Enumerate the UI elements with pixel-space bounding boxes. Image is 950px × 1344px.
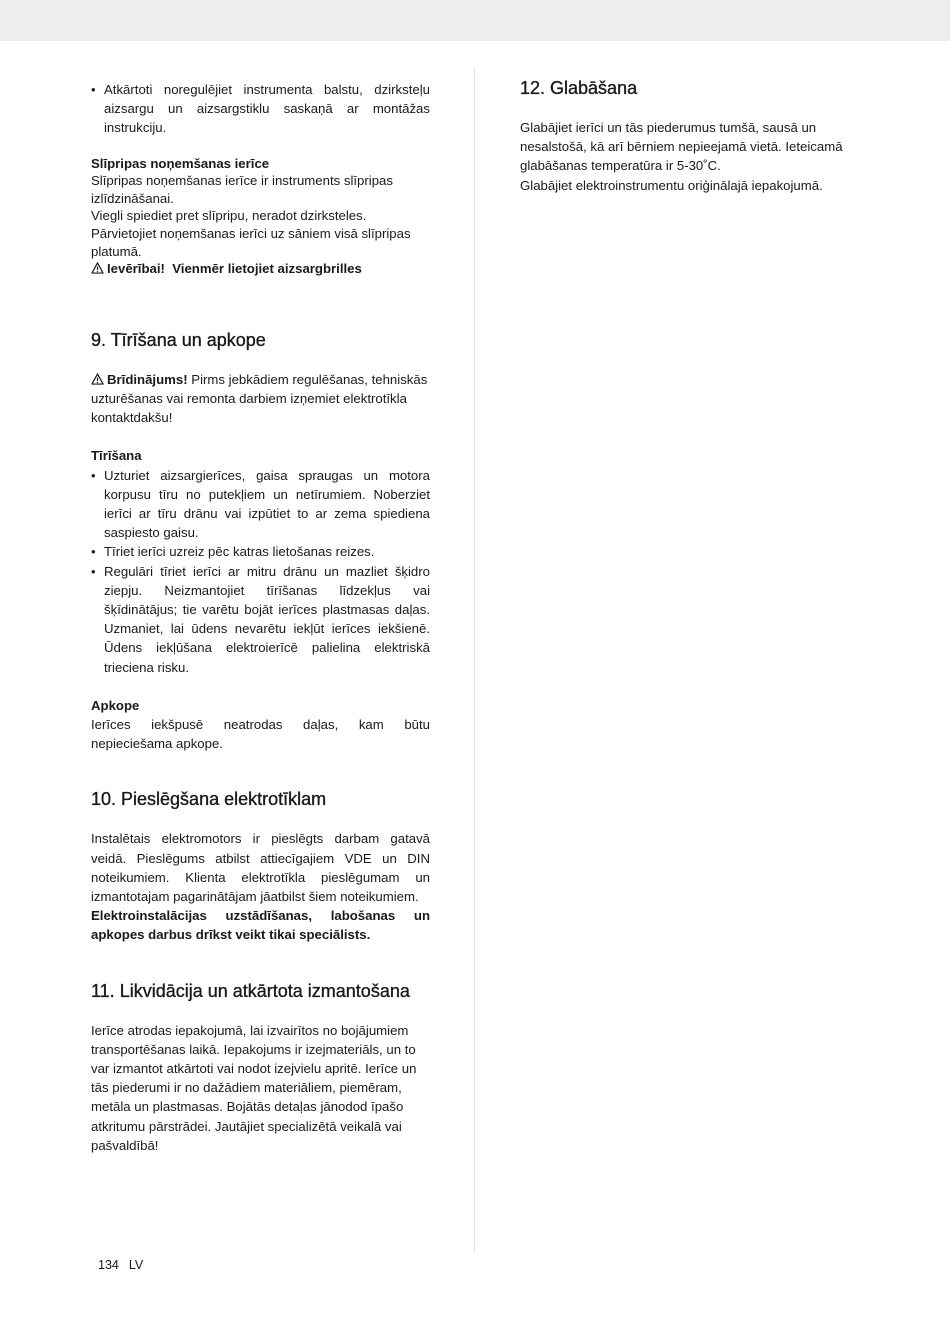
list-item: • Uzturiet aizsargierīces, gaisa spraugas un motora korpusu tīru no putekļiem un netīrumiem. Noberziet ierīci ar tīru drānu vai izpūtiet to ar zema spiediena saspiesto gaisu. — [91, 466, 430, 543]
list-item: • Atkārtoti noregulējiet instrumenta balstu, dzirksteļu aizsargu un aizsargstiklu saskaņā ar montāžas instrukciju. — [91, 80, 430, 138]
left-column — [91, 80, 430, 1155]
subsection-title: Apkope — [91, 697, 140, 713]
column-divider — [474, 68, 475, 1253]
section-heading: 10. Pieslēgšana elektrotīklam — [91, 789, 327, 810]
top-bar — [0, 0, 950, 41]
language-code: LV — [128, 1258, 144, 1272]
paragraph: Glabājiet elektroinstrumentu oriģinālajā iepakojumā. — [520, 177, 823, 193]
paragraph: Slīpripas noņemšanas ierīce ir instruments slīpripas izlīdzināšanai. — [91, 173, 393, 206]
page-footer — [98, 1258, 143, 1272]
cleaning-list — [91, 466, 430, 677]
subsection-title: Slīpripas noņemšanas ierīce — [91, 155, 270, 171]
paragraph: Instalētais elektromotors ir pieslēgts darbam gatavā veidā. Pieslēgums atbilst attiecīgajiem VDE un DIN noteikumiem. Klienta elektrotīkla pieslēgumam un izmantotajam pagarinātājam jāatbilst šiem noteikumiem. — [91, 831, 430, 905]
paragraph: Ierīce atrodas iepakojumā, lai izvairītos no bojājumiem transportēšanas laikā. Iepakojums ir izejmateriāls, un to var izmantot atkārtoti vai nodot izejvielu apritē. Ierīce un tās piederumi ir no dažādiem materiāliem, piemēram, metāla un plastmasas. Bojātās detaļas jānodod īpašo atkritumu pārstrādei. Jautājiet specializētā veikalā vai pašvaldībā! — [91, 1022, 417, 1153]
paragraph: Viegli spiediet pret slīpripu, neradot dzirksteles. Pārvietojiet noņemšanas ierīci uz sāniem visā slīpripas platumā. — [91, 208, 411, 259]
caution-line — [91, 260, 430, 278]
warning-triangle-icon — [91, 262, 104, 274]
caution-text: Vienmēr lietojiet aizsargbrilles — [172, 261, 362, 277]
warning-label: Brīdinājums! — [107, 371, 188, 387]
list-item: • Tīriet ierīci uzreiz pēc katras lietošanas reizes. — [91, 542, 430, 561]
bold-paragraph: Elektroinstalācijas uzstādīšanas, labošanas un apkopes darbus drīkst veikt tikai speciālists. — [91, 908, 430, 943]
page-number: 134 — [98, 1258, 119, 1272]
section-heading: 9. Tīrīšana un apkope — [91, 329, 266, 350]
intro-list — [91, 80, 430, 138]
list-item: • Regulāri tīriet ierīci ar mitru drānu un mazliet šķidro ziepju. Neizmantojiet tīrīšanas līdzekļus vai šķīdinātājus; tie varētu bojāt ierīces plastmasas daļas. Uzmaniet, lai ūdens nevarētu iekļūt ierīces iekšienē. Ūdens iekļūšana elektroierīcē palielina elektriskā trieciena risku. — [91, 562, 430, 677]
section-heading: 11. Likvidācija un atkārtota izmantošana — [91, 980, 410, 1001]
warning-triangle-icon — [91, 373, 104, 385]
caution-label: Ievērībai! — [107, 261, 165, 277]
paragraph: Glabājiet ierīci un tās piederumus tumšā, sausā un nesalstošā, kā arī bērniem nepieejamā vietā. Ieteicamā glabāšanas temperatūra ir 5-30˚C. — [520, 120, 843, 174]
warning-text: Pirms jebkādiem regulēšanas, tehniskās uzturēšanas vai remonta darbiem izņemiet elektrotīkla kontaktdakšu! — [91, 371, 428, 426]
wheel-remover-block — [91, 155, 430, 278]
right-column — [520, 76, 860, 195]
subsection-title: Tīrīšana — [91, 448, 142, 464]
section-heading: 12. Glabāšana — [520, 78, 638, 98]
warning-paragraph — [91, 370, 430, 428]
paragraph: Ierīces iekšpusē neatrodas daļas, kam būtu nepieciešama apkope. — [91, 717, 430, 752]
